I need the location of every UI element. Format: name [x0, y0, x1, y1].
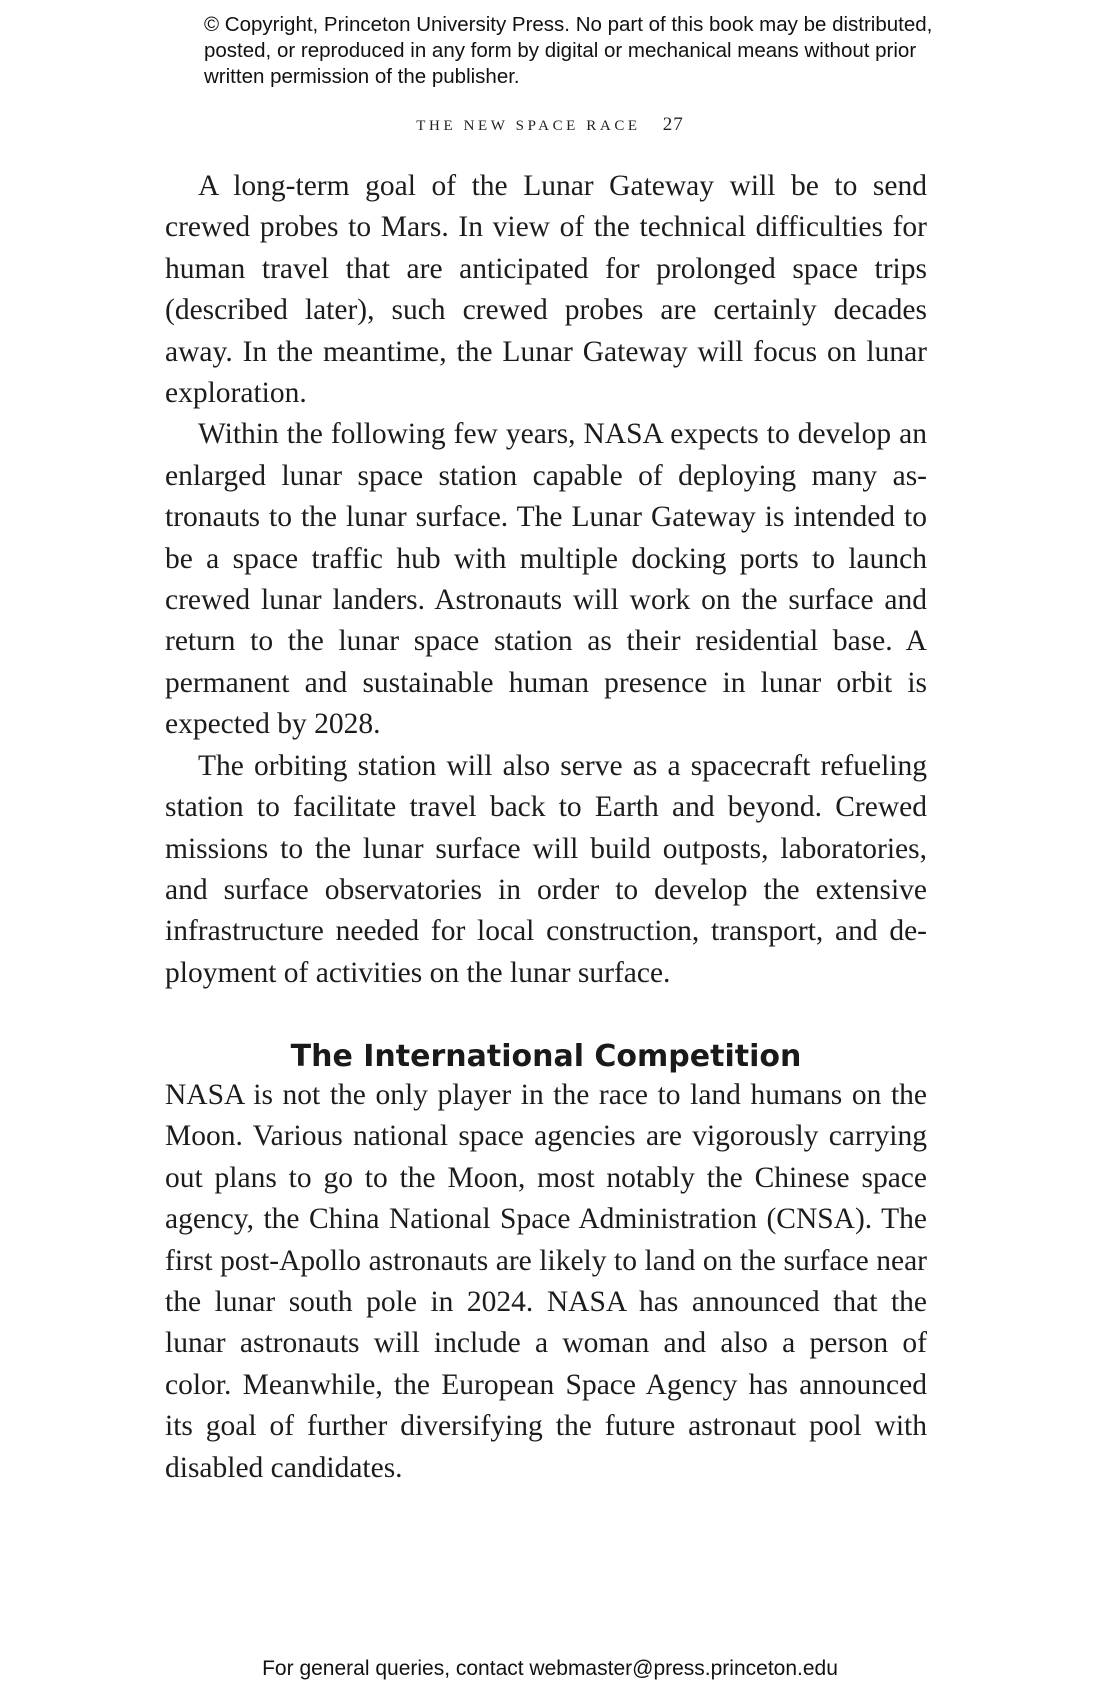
section-heading: The International Competition: [290, 1038, 802, 1074]
section-text: [165, 1075, 927, 1489]
footer-contact: For general queries, contact webmaster@press.princeton.edu: [262, 1657, 838, 1680]
body-paragraph: A long-term goal of the Lunar Gateway will be to send crewed probes to Mars. In view of the technical difficulties for human travel that are anticipated for prolonged space trips (described later), such crewed probes are certainly decades away. In the meantime, the Lunar Gateway will focus on lunar exploration.: [165, 170, 927, 410]
body-paragraph: The orbiting station will also serve as a spacecraft refueling station to facilitate travel back to Earth and beyond. Crewed missions to the lunar surface will build outposts, laboratories, and surface observatories in order to develop the extensive infrastructure needed for local construction, transport, and deployment of activities on the lunar surface.: [165, 749, 927, 989]
running-head-title: THE NEW SPACE RACE: [416, 118, 641, 134]
page-number: 27: [662, 114, 684, 135]
body-paragraph: Within the following few years, NASA expects to develop an enlarged lunar space station capable of deploying many astronauts to the lunar surface. The Lunar Gateway is intended to be a space traffic hub with multiple docking ports to launch crewed lunar landers. Astronauts will work on the surface and return to the lunar space station as their residential base. A permanent and sustainable human presence in lunar orbit is expected by 2028.: [165, 418, 927, 741]
copyright-notice: © Copyright, Princeton University Press. No part of this book may be distributed, posted, or reproduced in any form by digital or mechanical means without prior written permission of the publisher.: [204, 13, 933, 88]
running-head: [0, 114, 1100, 136]
body-text: [165, 166, 927, 994]
section-paragraph: NASA is not the only player in the race to land humans on the Moon. Various national space agencies are vigorously carrying out plans to go to the Moon, most notably the Chinese space agency, the China National Space Administration (CNSA). The first post-Apollo astronauts are likely to land on the surface near the lunar south pole in 2024. NASA has announced that the lunar astronauts will include a woman and also a person of color. Meanwhile, the European Space Agency has announced its goal of further diversifying the future astronaut pool with disabled candidates.: [165, 1079, 927, 1484]
